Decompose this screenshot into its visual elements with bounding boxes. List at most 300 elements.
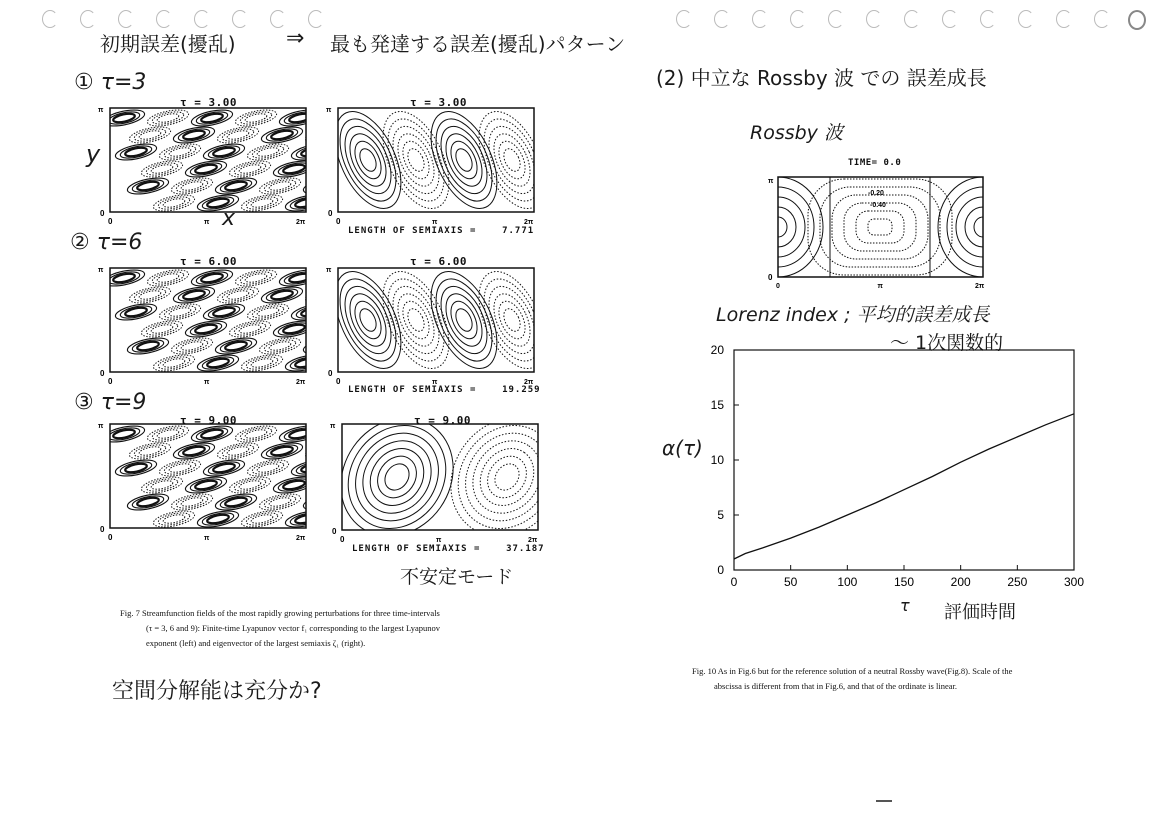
contour-line [494,297,531,343]
contour-line [290,457,334,479]
contour-line [131,178,164,195]
contour-line [391,288,442,351]
contour-line [263,338,296,355]
contour-line [240,192,284,214]
plot-frame [734,350,1074,570]
contour-line [844,203,916,251]
contour-line [336,279,401,360]
x-zero-tick-label: 0 [336,217,341,226]
contour-line [501,146,524,174]
contour-line [268,340,291,352]
contour-line [238,323,261,335]
pi-tick-label: π [98,107,104,114]
contour-line [278,107,322,129]
contour-line [202,301,246,323]
contour-line [177,127,210,144]
contour-line [328,352,372,374]
contour-line [300,306,323,318]
contour-line [200,428,223,440]
x-axis-handwritten: x [222,206,236,231]
contour-line [175,494,208,511]
x-2pi-tick-label: 2π [528,537,538,544]
contour-line [145,321,178,338]
panel-title: τ = 6.00 [180,255,237,268]
contour-line [194,479,217,491]
contour-line [244,272,267,284]
contour-line [228,158,272,180]
zero-tick-label: 0 [100,369,105,378]
contour-line [282,163,305,175]
contour-line [140,474,184,496]
x-tick-label: 150 [893,575,915,589]
fig10-caption: Fig. 10 As in Fig.6 but for the reference solution of a neutral Rossby wave(Fig.8). Scale of the abscissa is different from that in Fig.6, and that of the ordinate is linear. [692,666,1013,691]
contour-line [224,180,247,192]
contour-line [163,460,196,477]
section-heading: (2) 中立な Rossby 波 での 誤差成長 [656,66,987,90]
contour-line [494,137,531,183]
contour-line [370,449,425,506]
contour-line [439,128,490,191]
contour-line [339,417,456,537]
contour-line [322,261,415,378]
contour-label: -0.20 [868,190,884,197]
contour-line [226,445,249,457]
contour-line [196,192,240,214]
contour-line [256,146,279,158]
contour-line [245,355,278,372]
contour-line [126,491,170,513]
contour-line [216,284,260,306]
contour-line [263,494,296,511]
contour-line [152,508,196,530]
x-tick-label: 250 [1007,575,1028,589]
y-axis-handwritten: y [86,140,101,168]
contour-line [343,128,394,191]
contour-line [228,474,272,496]
contour-line [136,180,159,192]
contour-panels [0,0,600,560]
contour-line [128,124,172,146]
contour-line [270,129,293,141]
initial-error-heading: 初期誤差(擾乱) [100,32,236,56]
contour-line [114,301,158,323]
contour-line [189,321,222,338]
contour-line [216,440,260,462]
contour-panel [322,101,559,226]
contour-line [150,163,173,175]
contour-line [278,423,322,445]
contour-line [263,178,296,195]
contour-line [206,357,229,369]
page-mark [876,800,892,802]
zero-tick-label: 0 [328,369,333,378]
contour-line [201,511,234,528]
contour-line [302,491,346,513]
contour-line [312,340,335,352]
contour-line [184,318,228,340]
pi-tick-label: π [326,267,332,274]
contour-line [168,306,191,318]
contour-line [200,272,223,284]
contour-line [206,513,229,525]
x-zero-tick-label: 0 [108,533,113,542]
contour-line [307,178,340,195]
contour-line [145,477,178,494]
contour-line [304,284,348,306]
contour-line [112,112,135,124]
x-zero-tick-label: 0 [776,283,780,290]
contour-line [380,459,414,495]
x-pi-tick-label: π [204,219,210,226]
contour-line [290,141,334,163]
contour-line [180,340,203,352]
contour-line [214,335,258,357]
contour-line [309,443,342,460]
contour-line [234,423,278,445]
contour-line [820,187,940,267]
contour-line [172,440,216,462]
contour-line [170,335,214,357]
contour-line [136,340,159,352]
contour-line [226,289,249,301]
contour-line [246,301,290,323]
contour-line [312,180,335,192]
contour-line [119,304,152,321]
contour-line [270,445,293,457]
contour-line [228,318,272,340]
contour-line [856,211,904,243]
contour-line [156,428,179,440]
panel-title: τ = 9.00 [180,414,237,427]
contour-line [168,146,191,158]
x-2pi-tick-label: 2π [296,535,306,542]
contour-line [398,297,435,343]
contour-line [189,161,222,178]
contour-line [107,110,140,127]
contour-line [453,146,476,174]
contour-line [119,144,152,161]
contour-line [256,306,279,318]
contour-line [439,288,490,351]
lorenz-index-chart [700,340,1100,595]
contour-line [219,494,252,511]
contour-line [238,163,261,175]
contour-line [196,352,240,374]
contour-line [152,192,196,214]
y-tick-label: 5 [717,508,724,522]
contour-line [251,460,284,477]
contour-line [138,289,161,301]
contour-line [226,129,249,141]
contour-line [338,357,361,369]
contour-line [162,197,185,209]
contour-line [233,161,266,178]
resolution-question: 空間分解能は充分か? [112,679,322,704]
contour-line [146,267,190,289]
contour-line [214,175,258,197]
contour-line [314,445,337,457]
contour-line [338,197,361,209]
contour-line [290,301,334,323]
zero-tick-label: 0 [328,209,333,218]
contour-panel [98,423,372,542]
row-label-tau6: ② τ=6 [70,230,143,255]
contour-line [283,426,316,443]
contour-line [336,119,401,200]
contour-line [260,284,304,306]
contour-line [245,195,278,212]
pi-tick-label: π [326,107,332,114]
contour-line [244,428,267,440]
x-pi-tick-label: π [877,283,883,290]
rossby-wave-panel [760,165,1000,290]
rossby-label: Rossby 波 [750,122,843,144]
contour-line [201,195,234,212]
contour-line [219,178,252,195]
contour-line [150,479,173,491]
contour-line [184,158,228,180]
panel-title: τ = 9.00 [414,414,471,427]
contour-line [265,287,298,304]
x-pi-tick-label: π [432,219,438,226]
contour-line [428,396,586,558]
contour-line [126,335,170,357]
contour-line [233,477,266,494]
contour-panel [322,261,559,386]
y-tick-label: 15 [710,398,724,412]
contour-line [251,304,284,321]
contour-line [152,352,196,374]
zero-tick-label: 0 [100,209,105,218]
contour-line [321,477,354,494]
contour-line [302,335,346,357]
contour-line [112,428,135,440]
contour-line [202,141,246,163]
contour-line [102,107,146,129]
pi-tick-label: π [98,423,104,430]
contour-line [272,158,316,180]
contour-line [131,338,164,355]
contour-line [250,197,273,209]
contour-line [175,178,208,195]
contour-line [128,284,172,306]
contour-line [268,180,291,192]
contour-line [251,144,284,161]
contour-line [195,110,228,127]
contour-line [157,355,190,372]
contour-line [202,457,246,479]
contour-line [272,318,316,340]
contour-line [136,496,159,508]
y-tick-label: 0 [717,563,724,577]
contour-line [212,462,235,474]
contour-line [221,287,254,304]
contour-line [151,270,184,287]
contour-line [307,338,340,355]
contour-line [270,289,293,301]
contour-line [180,180,203,192]
contour-line [157,195,190,212]
contour-line [156,272,179,284]
contour-line [194,163,217,175]
contour-line [124,462,147,474]
contour-line [459,428,555,527]
contour-line [138,129,161,141]
contour-line [207,304,240,321]
panel-title: τ = 3.00 [180,96,237,109]
contour-line [196,508,240,530]
pi-tick-label: π [98,267,104,274]
contour-line [288,428,311,440]
contour-line [201,355,234,372]
contour-line [189,477,222,494]
contour-line [295,460,328,477]
contour-line [265,443,298,460]
x-tick-label: 50 [783,575,798,589]
contour-line [172,124,216,146]
contour-line [328,406,465,547]
contour-line [449,417,566,537]
contour-line [124,306,147,318]
contour-line [956,197,1000,257]
contour-line [162,357,185,369]
contour-line [175,338,208,355]
x-zero-tick-label: 0 [340,535,345,544]
contour-line [163,304,196,321]
contour-line [258,335,302,357]
contour-line [260,124,304,146]
panel-frame [342,424,538,530]
series-line [734,414,1074,559]
x-pi-tick-label: π [436,537,442,544]
contour-line [405,146,428,174]
contour-line [322,101,415,218]
unstable-mode-note: 不安定モード [400,566,514,588]
contour-line [256,462,279,474]
contour-line [295,304,328,321]
x-tick-label: 0 [730,575,738,589]
contour-line [102,423,146,445]
semiaxis-label: LENGTH OF SEMIAXIS = 37.187 [352,544,545,554]
contour-line [244,112,267,124]
contour-line [157,511,190,528]
contour-line [190,423,234,445]
linear-function-note: 〜 1次関数的 [890,332,1004,354]
fig7-caption: Fig. 7 Streamfunction fields of the most rapidly growing perturbations for three time-intervals (τ = 3, 6 and 9): Finite-time Lyapunov vector f₁ corresponding to the largest Lyapunov exponent (left) and eigenvector of the largest semiaxis ζ₁ (right). [120,608,441,648]
contour-line [316,474,360,496]
contour-line [258,175,302,197]
contour-line [221,127,254,144]
zero-tick-label: 0 [332,527,337,536]
contour-line [487,288,538,351]
contour-line [234,267,278,289]
x-pi-tick-label: π [204,535,210,542]
contour-line [133,127,166,144]
x-pi-tick-label: π [204,379,210,386]
contour-line [146,107,190,129]
contour-line [114,141,158,163]
contour-line [170,175,214,197]
contour-line [343,288,394,351]
contour-line [131,494,164,511]
contour-line [239,426,272,443]
contour-line [212,146,235,158]
contour-line [357,306,380,334]
contour-line [112,272,135,284]
contour-line [246,457,290,479]
contour-line [240,352,284,374]
contour-line [124,146,147,158]
contour-line [190,107,234,129]
contour-line [250,357,273,369]
x-2pi-tick-label: 2π [524,379,534,386]
contour-line [357,146,380,174]
contour-line [102,267,146,289]
contour-line [156,112,179,124]
contour-line [107,426,140,443]
contour-line [138,445,161,457]
zero-tick-label: 0 [100,525,105,534]
contour-line [268,496,291,508]
contour-line [283,110,316,127]
contour-line [214,491,258,513]
contour-line [133,443,166,460]
x-zero-tick-label: 0 [336,377,341,386]
contour-line [300,462,323,474]
contour-line [216,124,260,146]
contour-line [245,511,278,528]
contour-line [302,175,346,197]
contour-line [180,496,203,508]
contour-line [326,479,349,491]
contour-line [194,323,217,335]
row-label-tau9: ③ τ=9 [74,390,147,415]
contour-line [162,513,185,525]
contour-line [453,306,476,334]
contour-line [760,197,805,257]
contour-line [158,301,202,323]
x-2pi-tick-label: 2π [296,379,306,386]
contour-line [333,511,366,528]
contour-line [312,496,335,508]
contour-line [206,197,229,209]
contour-line [233,321,266,338]
contour-line [240,508,284,530]
pi-tick-label: π [330,423,336,430]
contour-line [234,107,278,129]
rossby-time-title: TIME= 0.0 [848,158,902,168]
contour-line [282,323,305,335]
semiaxis-label: LENGTH OF SEMIAXIS = 7.771 [348,226,535,236]
contour-line [150,323,173,335]
contour-line [384,279,449,360]
contour-line [258,491,302,513]
contour-line [207,460,240,477]
contour-line [288,112,311,124]
x-tick-label: 100 [837,575,858,589]
panel-title: τ = 3.00 [410,96,467,109]
contour-line [133,287,166,304]
contour-line [432,119,497,200]
contour-line [168,462,191,474]
contour-line [260,440,304,462]
contour-line [307,494,340,511]
semiaxis-label: LENGTH OF SEMIAXIS = 19.259 [348,385,541,395]
contour-line [480,449,535,506]
contour-line [146,423,190,445]
y-axis-label: α(τ) [662,436,703,460]
contour-line [278,267,322,289]
